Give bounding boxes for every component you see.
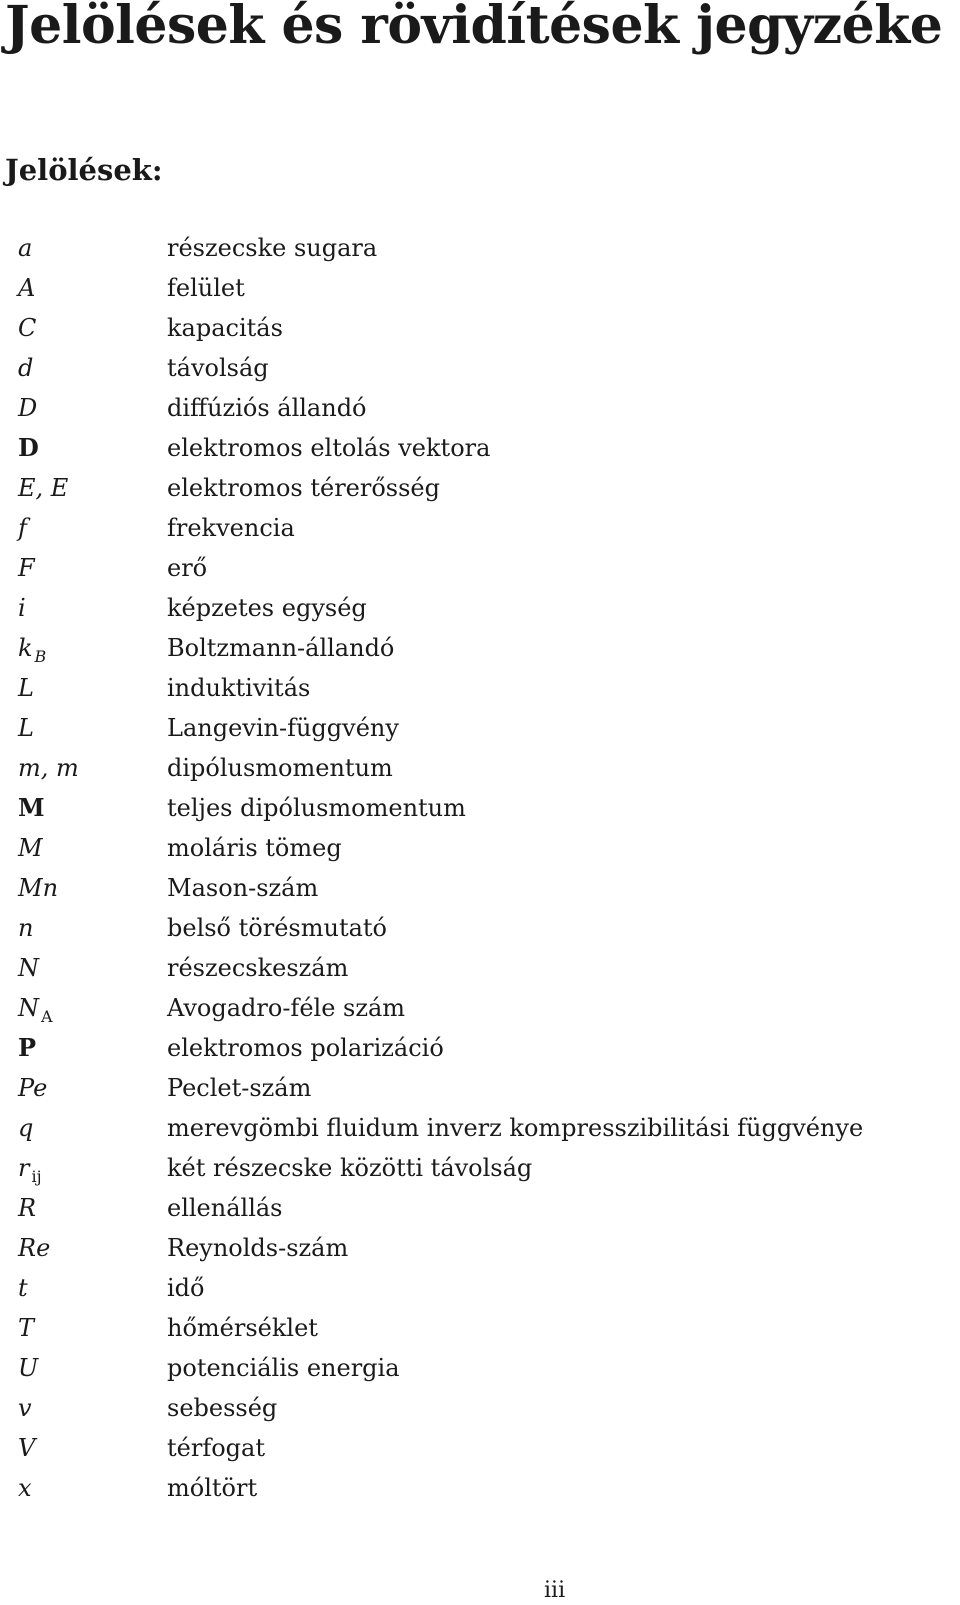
symbol-description: Langevin-függvény — [167, 714, 399, 742]
symbol — [18, 1028, 36, 1068]
symbol-row — [0, 868, 960, 908]
symbol: f — [18, 514, 27, 542]
symbol-description: részecskeszám — [167, 954, 349, 982]
symbol-description: Reynolds-szám — [167, 1234, 349, 1262]
symbol-description: móltört — [167, 1474, 258, 1502]
symbol-bold: P — [18, 1033, 37, 1062]
symbol-row — [0, 228, 960, 268]
symbol: C — [18, 314, 37, 342]
symbol-base: k — [18, 634, 33, 662]
symbol: i — [18, 594, 26, 622]
symbol-description: moláris tömeg — [167, 834, 342, 862]
page-title: Jelölések és rövidítések jegyzéke — [5, 0, 943, 56]
symbol-row — [0, 268, 960, 308]
symbol-description: sebesség — [167, 1394, 278, 1422]
symbol-row — [0, 1388, 960, 1428]
symbol: a — [18, 234, 33, 262]
symbol: Mn — [18, 874, 59, 902]
symbol: R — [18, 1194, 37, 1222]
symbol: T — [18, 1314, 35, 1342]
symbol: A — [18, 274, 36, 302]
symbol-row — [0, 508, 960, 548]
symbol-description: dipólusmomentum — [167, 754, 393, 782]
symbol: U — [18, 1354, 39, 1382]
symbol-row — [0, 1268, 960, 1308]
symbol-row — [0, 1108, 960, 1148]
symbol-subscript: ij — [31, 1167, 42, 1186]
symbol: M — [18, 834, 43, 862]
symbol-row — [0, 788, 960, 828]
symbol-row — [0, 428, 960, 468]
symbol: D — [18, 394, 38, 422]
symbol — [18, 428, 39, 468]
symbol: N — [18, 954, 39, 982]
symbol-subscript: B — [34, 647, 47, 666]
symbol-description: felület — [167, 274, 245, 302]
symbol-list — [0, 228, 960, 1508]
symbol: V — [18, 1434, 36, 1462]
symbol: q — [18, 1114, 34, 1142]
symbol-bold: D — [18, 433, 39, 462]
symbol: x — [18, 1474, 32, 1502]
symbol-description: részecske sugara — [167, 234, 378, 262]
symbol-description: Mason-szám — [167, 874, 319, 902]
symbol: E, E — [18, 474, 69, 502]
symbol-row — [0, 1068, 960, 1108]
symbol-description: frekvencia — [167, 514, 295, 542]
symbol-bold: M — [18, 793, 45, 822]
symbol: n — [18, 914, 34, 942]
symbol-subscript: A — [41, 1007, 53, 1026]
symbol-description: térfogat — [167, 1434, 265, 1462]
symbol-row — [0, 1188, 960, 1228]
symbol: m, m — [18, 754, 79, 782]
symbol-description: teljes dipólusmomentum — [167, 794, 466, 822]
symbol: L — [18, 674, 34, 702]
symbol-description: induktivitás — [167, 674, 311, 702]
symbol-row — [0, 948, 960, 988]
symbol-row — [0, 628, 960, 668]
symbol-row — [0, 348, 960, 388]
symbol-row — [0, 388, 960, 428]
symbol-row — [0, 1028, 960, 1068]
symbol-row — [0, 308, 960, 348]
symbol-row — [0, 588, 960, 628]
symbol — [18, 708, 34, 748]
symbol-row — [0, 1428, 960, 1468]
symbol-row — [0, 1468, 960, 1508]
symbol-base: N — [18, 994, 39, 1022]
symbol: Pe — [18, 1074, 48, 1102]
symbol — [18, 628, 46, 671]
symbol-row — [0, 988, 960, 1028]
symbol-description: két részecske közötti távolság — [167, 1154, 533, 1182]
section-heading: Jelölések: — [5, 153, 163, 187]
symbol-description: kapacitás — [167, 314, 283, 342]
symbol: t — [18, 1274, 28, 1302]
symbol-description: idő — [167, 1274, 205, 1302]
symbol-description: merevgömbi fluidum inverz kompresszibilitási függvénye — [167, 1114, 864, 1142]
symbol-description: belső törésmutató — [167, 914, 387, 942]
symbol-description: képzetes egység — [167, 594, 367, 622]
symbol-description: Avogadro-féle szám — [167, 994, 406, 1022]
symbol-row — [0, 828, 960, 868]
symbol-description: elektromos polarizáció — [167, 1034, 444, 1062]
symbol-row — [0, 708, 960, 748]
symbol: F — [18, 554, 35, 582]
symbol-row — [0, 1148, 960, 1188]
symbol-row — [0, 668, 960, 708]
symbol-description: diffúziós állandó — [167, 394, 367, 422]
symbol-row — [0, 468, 960, 508]
symbol: d — [18, 354, 34, 382]
symbol-script: L — [18, 714, 34, 742]
symbol — [18, 1148, 42, 1191]
symbol — [18, 988, 53, 1031]
symbol-row — [0, 548, 960, 588]
symbol — [18, 788, 45, 828]
symbol-description: ellenállás — [167, 1194, 283, 1222]
symbol: v — [18, 1394, 32, 1422]
symbol-row — [0, 1228, 960, 1268]
symbol-description: távolság — [167, 354, 269, 382]
symbol-description: hőmérséklet — [167, 1314, 318, 1342]
symbol-description: elektromos térerősség — [167, 474, 440, 502]
symbol-row — [0, 748, 960, 788]
page-number: iii — [544, 1578, 566, 1603]
symbol-description: elektromos eltolás vektora — [167, 434, 491, 462]
symbol-row — [0, 908, 960, 948]
symbol-description: Boltzmann-állandó — [167, 634, 395, 662]
symbol-row — [0, 1348, 960, 1388]
symbol-description: potenciális energia — [167, 1354, 400, 1382]
symbol-row — [0, 1308, 960, 1348]
symbol-description: erő — [167, 554, 208, 582]
symbol: Re — [18, 1234, 51, 1262]
symbol-description: Peclet-szám — [167, 1074, 312, 1102]
symbol-base: r — [18, 1154, 30, 1182]
